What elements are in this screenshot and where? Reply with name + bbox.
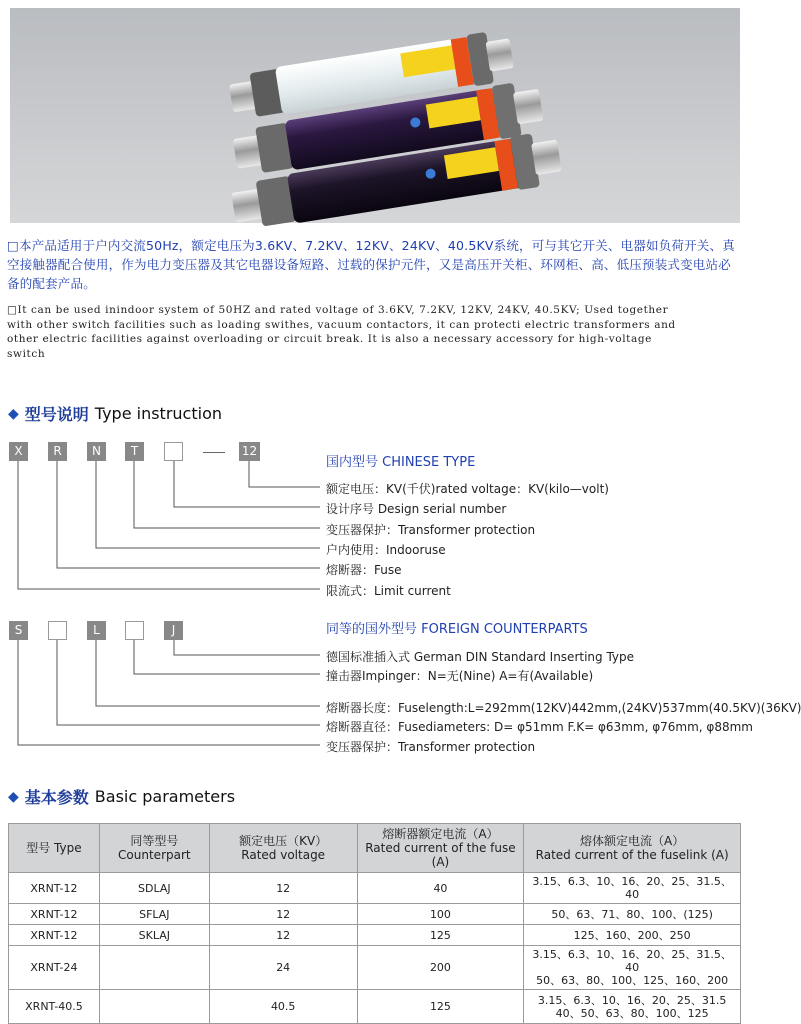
- desc-fuse-length: 熔断器长度：Fuselength:L=292mm(12KV)442mm,(24KV)537mm(40.5KV)(36KV): [326, 701, 801, 715]
- header-counterpart: 同等型号 Counterpart: [99, 824, 209, 873]
- cell-type: XRNT-12: [9, 873, 100, 904]
- cell-counterpart: SFLAJ: [99, 904, 209, 925]
- intro-english-line: □It can be used inindoor system of 50HZ and rated voltage of 3.6KV, 7.2KV, 12KV, 24KV, 40.5KV; Used together: [7, 304, 669, 316]
- desc-impinger: 撞击器Impinger：N=无(Nine) A=有(Available): [326, 669, 594, 683]
- cell-voltage: 24: [209, 946, 357, 990]
- basic-parameters-table: [8, 823, 741, 1024]
- desc-indoor-use: 户内使用：Indooruse: [326, 543, 446, 557]
- cell-counterpart: [99, 990, 209, 1024]
- type-code-dash: [203, 452, 225, 453]
- table-header-row: [9, 824, 741, 873]
- type-code-t: T: [125, 442, 144, 461]
- cell-type: XRNT-40.5: [9, 990, 100, 1024]
- cell-fuse-current: 125: [357, 990, 524, 1024]
- header-fuselink-current: 熔体额定电流（A） Rated current of the fuselink (A): [524, 824, 741, 873]
- intro-english-line: other electric facilities against overloading or circuit break. It is also a necessary accessory for high-voltage: [7, 333, 652, 345]
- cell-counterpart: SKLAJ: [99, 925, 209, 946]
- cell-fuselink: 3.15、6.3、10、16、20、25、31.5 40、50、63、80、100、125: [524, 990, 741, 1024]
- desc-foreign-transformer-protection: 变压器保护：Transformer protection: [326, 740, 536, 754]
- cell-voltage: 40.5: [209, 990, 357, 1024]
- type-code-voltage: 12: [239, 442, 260, 461]
- type-instruction-title-zh: 型号说明: [24, 405, 89, 424]
- cell-fuse-current: 200: [357, 946, 524, 990]
- table-row: [9, 925, 741, 946]
- desc-rated-voltage: 额定电压：KV(千伏)rated voltage：KV(kilo—volt): [326, 482, 609, 496]
- type-code-serial-blank: [164, 442, 183, 461]
- foreign-code-s: S: [9, 621, 28, 640]
- cell-fuselink: 3.15、6.3、10、16、20、25、31.5、40: [524, 873, 741, 904]
- cell-voltage: 12: [209, 925, 357, 946]
- desc-fuse-diameter: 熔断器直径：Fusediameters: D= φ51mm F.K= φ63mm, φ76mm, φ88mm: [326, 720, 753, 734]
- basic-parameters-title-zh: 基本参数: [24, 788, 89, 807]
- cell-type: XRNT-12: [9, 925, 100, 946]
- desc-fuse: 熔断器：Fuse: [326, 563, 402, 577]
- foreign-code-impinger-blank: [125, 621, 144, 640]
- intro-english-line: switch: [7, 347, 46, 360]
- cell-voltage: 12: [209, 904, 357, 925]
- cell-type: XRNT-12: [9, 904, 100, 925]
- cell-fuse-current: 125: [357, 925, 524, 946]
- diamond-bullet-icon: ◆: [8, 405, 19, 422]
- cell-fuse-current: 40: [357, 873, 524, 904]
- desc-design-serial: 设计序号 Design serial number: [326, 502, 507, 516]
- intro-chinese: □本产品适用于户内交流50Hz，额定电压为3.6KV、7.2KV、12KV、24KV、40.5KV系统，可与其它开关、电器如负荷开关、真空接触器配合使用，作为电力变压器及其它电器设备短路、过载的保护元件，又是高压开关柜、环网柜、高、低压预装式变电站必备的配套产品。: [7, 238, 735, 291]
- type-code-x: X: [9, 442, 28, 461]
- basic-parameters-title-en: Basic parameters: [94, 787, 236, 806]
- foreign-code-l: L: [87, 621, 106, 640]
- desc-din-standard: 德国标准插入式 German DIN Standard Inserting Type: [326, 650, 635, 664]
- cell-fuselink: 125、160、200、250: [524, 925, 741, 946]
- cell-fuse-current: 100: [357, 904, 524, 925]
- diamond-bullet-icon: ◆: [8, 788, 19, 805]
- table-row: [9, 873, 741, 904]
- foreign-code-diameter-blank: [48, 621, 67, 640]
- cell-voltage: 12: [209, 873, 357, 904]
- type-code-r: R: [48, 442, 67, 461]
- type-instruction-title-en: Type instruction: [94, 404, 222, 423]
- cell-counterpart: SDLAJ: [99, 873, 209, 904]
- foreign-counterparts-title: 同等的国外型号 FOREIGN COUNTERPARTS: [326, 622, 588, 637]
- desc-transformer-protection: 变压器保护：Transformer protection: [326, 523, 536, 537]
- table-row: [9, 946, 741, 990]
- type-code-n: N: [87, 442, 106, 461]
- chinese-type-title: 国内型号 CHINESE TYPE: [326, 455, 476, 470]
- table-row: [9, 904, 741, 925]
- intro-english-line: with other switch facilities such as loading swithes, vacuum contactors, it can protecti electric transformers and: [7, 318, 676, 331]
- cell-counterpart: [99, 946, 209, 990]
- desc-limit-current: 限流式：Limit current: [326, 584, 451, 598]
- foreign-code-j: J: [164, 621, 183, 640]
- header-rated-voltage: 额定电压（KV） Rated voltage: [209, 824, 357, 873]
- cell-fuselink: 3.15、6.3、10、16、20、25、31.5、40 50、63、80、100、125、160、200: [524, 946, 741, 990]
- table-row: [9, 990, 741, 1024]
- header-fuse-current: 熔断器额定电流（A） Rated current of the fuse (A): [357, 824, 524, 873]
- basic-parameters-heading: [8, 785, 235, 808]
- cell-type: XRNT-24: [9, 946, 100, 990]
- cell-fuselink: 50、63、71、80、100、(125): [524, 904, 741, 925]
- header-type: 型号 Type: [9, 824, 100, 873]
